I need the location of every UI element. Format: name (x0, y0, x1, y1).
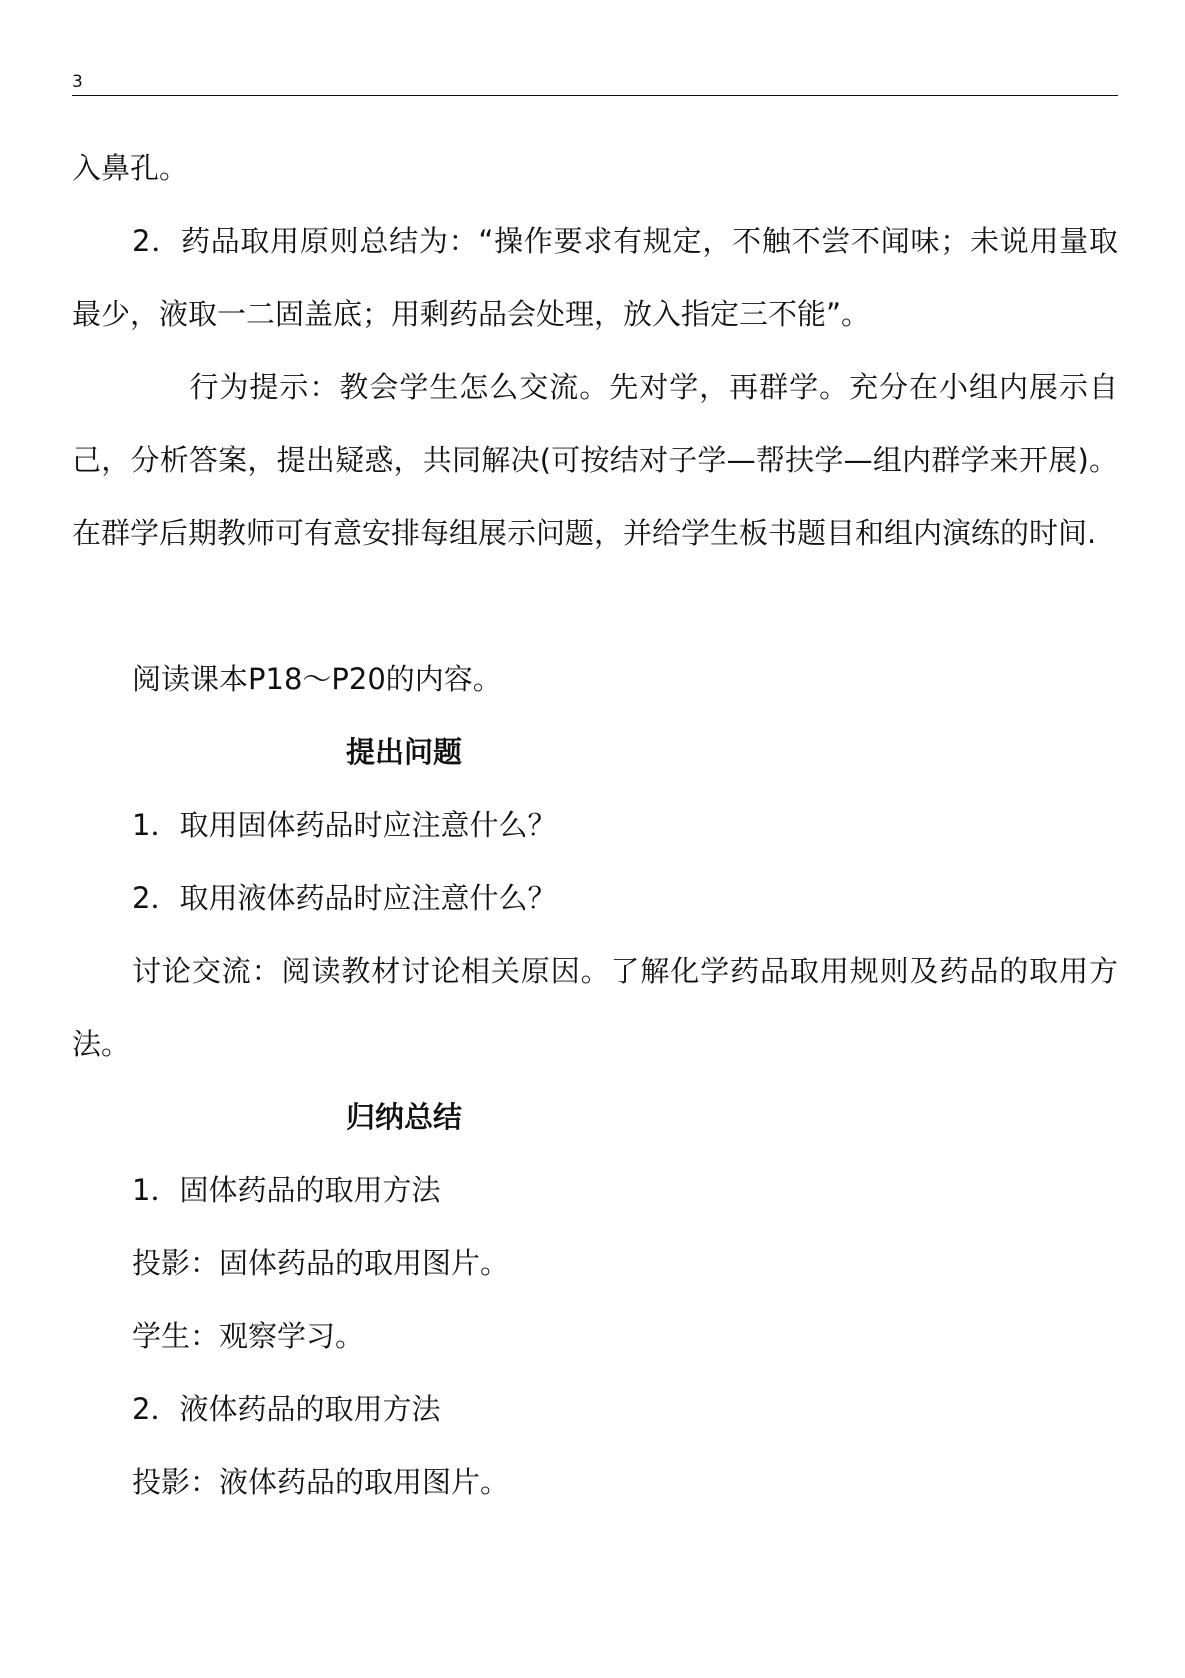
paragraph-discussion: 讨论交流：阅读教材讨论相关原因。了解化学药品取用规则及药品的取用方法。 (72, 954, 1118, 1061)
heading-summary: 归纳总结 (346, 1100, 463, 1134)
paragraph-intro-end: 入鼻孔。 (72, 151, 189, 185)
document-body (72, 132, 1118, 1519)
paragraph-behavior-tip: 行为提示：教会学生怎么交流。先对学，再群学。充分在小组内展示自己，分析答案，提出疑惑，共同解决(可按结对子学—帮扶学—组内群学来开展)。在群学后期教师可有意安排每组展示问题，并给学生板书题目和组内演练的时间. (72, 370, 1118, 550)
summary-item-1: 1．固体药品的取用方法 (132, 1173, 441, 1207)
paragraph-principle: 2．药品取用原则总结为：“操作要求有规定，不触不尝不闻味；未说用量取最少，液取一二固盖底；用剩药品会处理，放入指定三不能”。 (72, 224, 1118, 331)
question-1: 1．取用固体药品时应注意什么？ (132, 808, 557, 842)
summary-item-2: 2．液体药品的取用方法 (132, 1392, 441, 1426)
page-number: 3 (72, 72, 83, 92)
heading-questions: 提出问题 (346, 735, 463, 769)
question-2: 2．取用液体药品时应注意什么？ (132, 881, 557, 915)
blank-line (72, 570, 1118, 643)
header-rule (72, 95, 1118, 96)
summary-item-1-students: 学生：观察学习。 (132, 1319, 365, 1353)
paragraph-reading: 阅读课本P18～P20的内容。 (132, 662, 502, 696)
summary-item-1-projection: 投影：固体药品的取用图片。 (132, 1246, 510, 1280)
summary-item-2-projection: 投影：液体药品的取用图片。 (132, 1465, 510, 1499)
